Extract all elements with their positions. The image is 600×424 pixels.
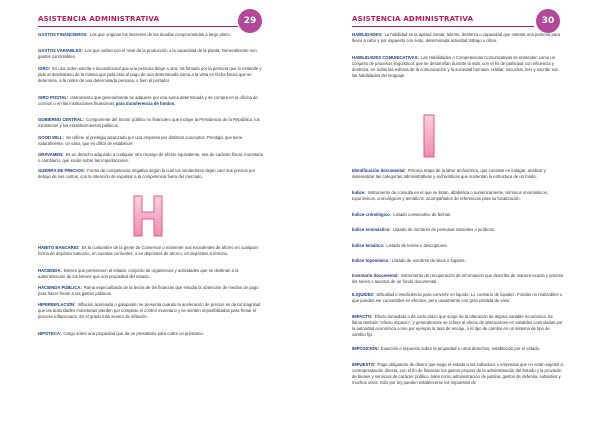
- glossary-entry: Índice: Instrumento de consulta en el que se listan, alfabética o numéricamente, términos onomásticos, toponímicos, cronológicos y temáticos, acompañados de referencias para su localización.: [352, 190, 548, 201]
- glossary-entry: GOOD WILL: Se refiere al prestigio alcanzado por una empresa por distintos conceptos. Prestigio que tiene, naturalmente, un valor, que es difícil de establecer.: [38, 135, 244, 146]
- glossary-entry: ILIQUIDEZ: Dificultad o insuficiencia para convertir en liquido. Lo contrario de liquidez. Fondos no realizables o que pueden ser convertidos en efectivo, pero usualmente con gran pérdida de valor.: [352, 292, 563, 303]
- glossary-entry: HABITO BANCARIO: Es la costumbre de la gente de Conservar o mantener sus excedentes de ahorro en cualquier forma de depósito bancario, en cuentas corrientes, o en depósitos de ahorro, en depósitos a término.: [38, 245, 259, 256]
- glossary-entry: IMPOSICIÓN: Exacción o impuesto sobre la propiedad u otros derechos, establecido por el estado.: [352, 346, 541, 351]
- glossary-entry: GRAVAMEN: Es un derecho adquirido a cualquier otro recargo de efecto equivalente, sea de carácter fiscal, monetario o cambiario, que incide sobre las importaciones.: [38, 152, 264, 163]
- glossary-entry: HABILIDADES COMUNICATIVAS: Las Habilidades o Competencias Comunicativas se entienden como un conjunto de procesos lingüísticos que se desarrollan durante la vida, con el fin de participar con eficiencia y destreza, en todas las esferas de la comunicación y la sociedad humana. Hablar, escuchar, leer y escribir son las habilidades del lenguaje.: [352, 55, 559, 78]
- glossary-entry: HABILIDADES: La habilidad es la aptitud innata, talento, destreza o capacidad que ostenta una persona para llevar a cabo y por supuesto con éxito, determinada actividad trabajo u oficio.: [352, 32, 561, 43]
- glossary-entry: HACIENDA PÚBLICA: Rama especializada de la teoría de las finanzas que estudia la obtención de medios de pago para hacer frente a los gastos públicos.: [38, 285, 259, 296]
- glossary-entry: GUERRA DE PRECIOS: Forma de competencia negativa según la cual los vendedores dejan caer sus precios por debajo de sus costos, con la intención de expulsar a la competencia fuera del mercado.: [38, 168, 256, 179]
- letter-i-graphic: [422, 113, 436, 159]
- glossary-entry: HIPERINFLACIÓN: Inflación acelerada o galopante; se presenta cuando la aceleración de precios es de tal magnitud que las autoridades monetarias pierden por completo el control monetario y se sienten imposibilitadas para frenar el proceso inflacionario. Es el grado más severo de inflación.: [38, 302, 261, 319]
- glossary-entry: GASTOS VARIABLES: Los que varían con el nivel de la producción o la capacidad de la planta. Generalmente son gastos controlables.: [38, 48, 257, 59]
- glossary-entry: HACIENDA: Bienes que pertenecen al estado; conjunto de organismos y actividades que se destinan a la administración de los bienes que son propiedad del estado.: [38, 268, 239, 279]
- glossary-entry: Identificación documental: Primera etapa de la labor archivística, que consiste en indagar, analizar y sistematizar las categorías administrativas y archivísticas que sustentan la estructura de un fondo.: [352, 168, 546, 179]
- glossary-entry: HIPOTECA: Cargo sobre una propiedad que da un prestatario para cubrir un préstamo.: [38, 331, 204, 336]
- glossary-entry: IMPACTO: Efecto inmediato o de corto plazo que surge de la alteración de alguna variable económica. Se llama también "efecto impacto", y generalmente se refiere al efecto de alteraciones en variables controladas por la autoridad económica como por ejemplo la tasa de encaje, o el tipo de cambio en un sistema de tipo de cambio fijo.: [352, 314, 563, 337]
- glossary-entry: Índice cronológico: Listado consecutivo de fechas.: [352, 212, 452, 217]
- header-divider: [38, 26, 238, 27]
- glossary-entry: GOBIERNO CENTRAL: Componente del Sector público no financiero que incluye la Presidencia de la República, los ministerios y los establecimientos públicos.: [38, 117, 260, 128]
- glossary-entry: Índice onomástico: Listado de nombres de personas naturales o jurídicas.: [352, 227, 496, 232]
- right-page: [300, 0, 600, 424]
- page-header-title: ASISTENCIA ADMINISTRATIVA: [38, 15, 160, 23]
- page-number-badge: 29: [238, 9, 262, 33]
- section-letter-i: [422, 113, 436, 159]
- glossary-entry: Índice temático: Listado de temas o descriptores.: [352, 243, 448, 248]
- header-divider: [352, 26, 534, 27]
- glossary-entry: GIRO: Es una orden escrita e incondicional que una persona dirige a otra. Va firmado por la persona que lo extiende y pide al destinatario de la misma que pida esta al pago de una determinada suma a la vista en fecha futura que se determine, a la orden de una determinada persona, o bien al portador.: [38, 66, 262, 83]
- glossary-entry: GIRO POSTAL: Instrumento que generalmente se adquiere por una suma determinada y se compra en la oficina de correos o en las instituciones financieras para transferencia de fondos.: [38, 95, 258, 106]
- section-letter-h: [132, 194, 164, 238]
- glossary-entry: Índice toponímico: Listado de nombres de sitios o lugares.: [352, 258, 466, 263]
- glossary-entry: GASTOS FINANCIEROS: Los que originan los intereses de las deudas comprometidas a largo plazo.: [38, 32, 231, 37]
- page-number-badge: 30: [536, 9, 560, 33]
- glossary-entry: IMPUESTO: Pago obligatorio de dinero que exige el estado a los individuos o empresas que no están sujetos a contraprestación directa, con el fin de financiar los gastos propios de la administración del Estado y la provisión de bienes y servicios de carácter público, tales como administración de justicia, gastos de defensa, subsidios y muchos otros. Sólo por ley pueden establecerse los impuestos de: [352, 362, 563, 385]
- glossary-entry: Inventario documental: Instrumento de recuperación de información que describe de manera exacta y precisa las series o asuntos de un fondo documental.: [352, 273, 563, 284]
- letter-h-graphic: [132, 194, 164, 238]
- page-header-title: ASISTENCIA ADMINISTRATIVA: [352, 15, 474, 23]
